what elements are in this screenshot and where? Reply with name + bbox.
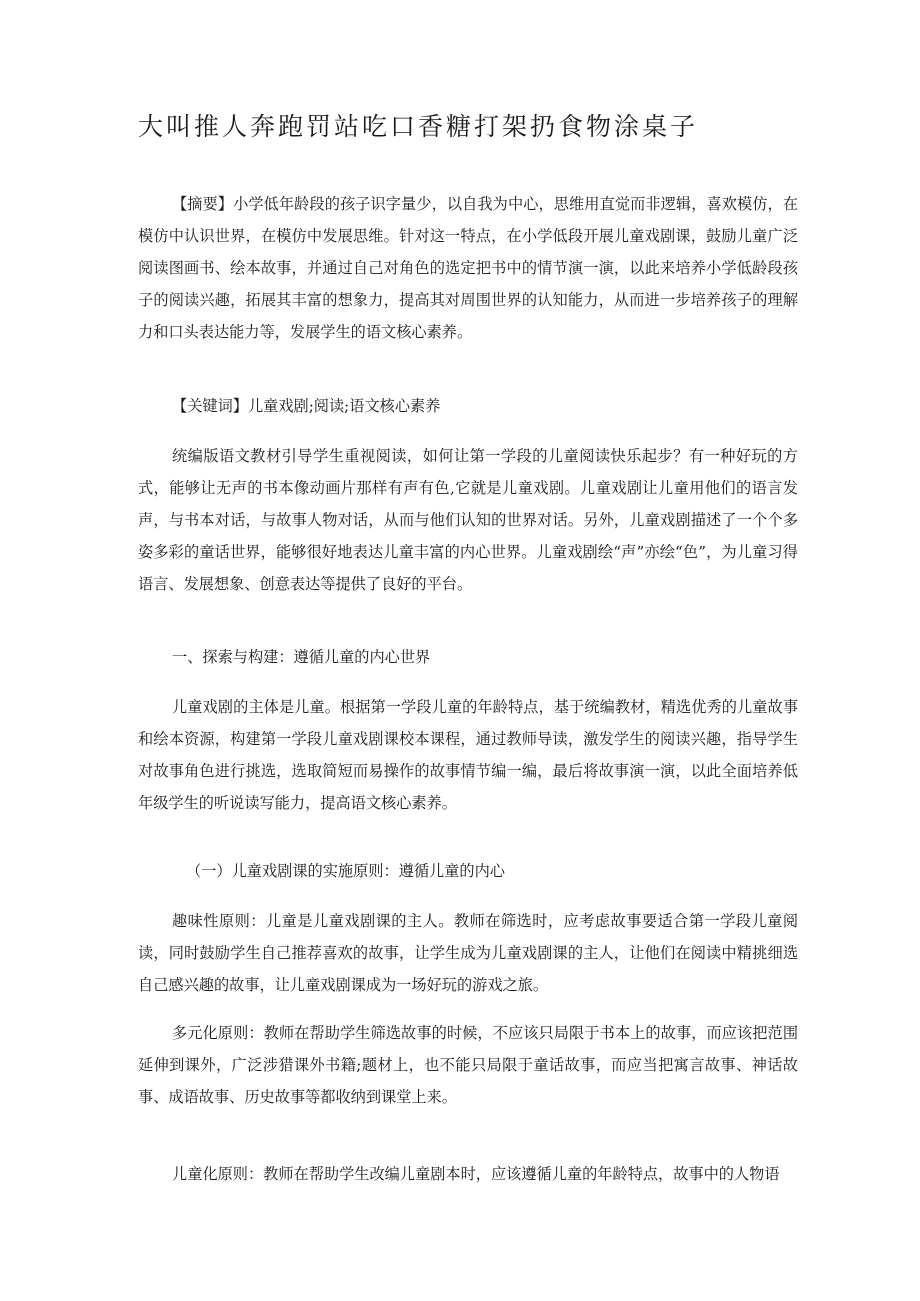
section1-body: 儿童戏剧的主体是儿童。根据第一学段儿童的年龄特点，基于统编教材，精选优秀的儿童故事和绘本资源，构建第一学段儿童戏剧课校本课程，通过教师导读，激发学生的阅读兴趣，指导学生对故事角色进行挑选，选取简短而易操作的故事情节编一编，最后将故事演一演，以此全面培养低年级学生的听说读写能力，提高语文核心素养。 — [138, 698, 798, 812]
principle-child-paragraph: 儿童化原则：教师在帮助学生改编儿童剧本时，应该遵循儿童的年龄特点，故事中的人物语 — [172, 1165, 780, 1183]
intro-paragraph: 统编版语文教材引导学生重视阅读，如何让第一学段的儿童阅读快乐起步？有一种好玩的方式，能够让无声的书本像动画片那样有声有色,它就是儿童戏剧。儿童戏剧让儿童用他们的语言发声，与书本对话，与故事人物对话，从而与他们认知的世界对话。另外，儿童戏剧描述了一个个多姿多彩的童话世界，能够很好地表达儿童丰富的内心世界。儿童戏剧绘“声”亦绘“色”，为儿童习得语言、发展想象、创意表达等提供了良好的平台。 — [138, 447, 798, 593]
document-title: 大叫推人奔跑罚站吃口香糖打架扔食物涂桌子 — [138, 112, 699, 141]
principle-diverse-paragraph: 多元化原则：教师在帮助学生筛选故事的时候，不应该只局限于书本上的故事，而应该把范围延伸到课外，广泛涉猎课外书籍;题材上，也不能只局限于童话故事，而应当把寓言故事、神话故事、成语故事、历史故事等都收纳到课堂上来。 — [138, 1024, 798, 1106]
section1-heading: 一、探索与构建：遵循儿童的内心世界 — [172, 648, 431, 666]
keywords-paragraph: 【关键词】儿童戏剧;阅读;语文核心素养 — [172, 397, 441, 415]
abstract-paragraph: 【摘要】小学低年龄段的孩子识字量少，以自我为中心，思维用直觉而非逻辑，喜欢模仿，在模仿中认识世界，在模仿中发展思维。针对这一特点，在小学低段开展儿童戏剧课，鼓励儿童广泛阅读图画书、绘本故事，并通过自己对角色的选定把书中的情节演一演，以此来培养小学低龄段孩子的阅读兴趣，拓展其丰富的想象力，提高其对周围世界的认知能力，从而进一步培养孩子的理解力和口头表达能力等，发展学生的语文核心素养。 — [138, 195, 798, 341]
subsection1-heading: （一）儿童戏剧课的实施原则：遵循儿童的内心 — [186, 862, 505, 880]
principle-fun-paragraph: 趣味性原则：儿童是儿童戏剧课的主人。教师在筛选时，应考虑故事要适合第一学段儿童阅读，同时鼓励学生自己推荐喜欢的故事，让学生成为儿童戏剧课的主人，让他们在阅读中精挑细选自己感兴趣的故事，让儿童戏剧课成为一场好玩的游戏之旅。 — [138, 912, 798, 994]
